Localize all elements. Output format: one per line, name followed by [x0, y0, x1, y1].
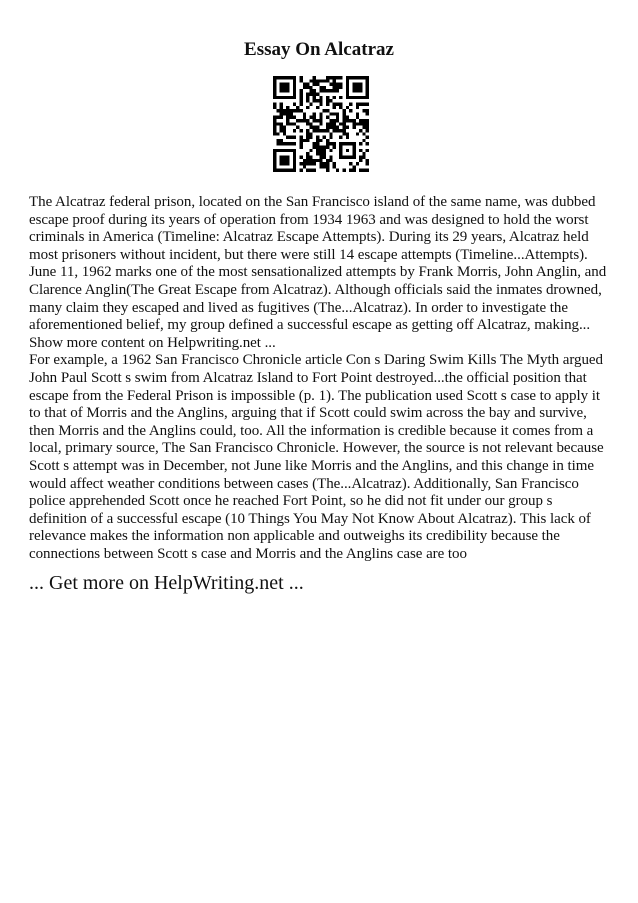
document-title: Essay On Alcatraz: [244, 39, 394, 60]
essay-paragraph-1: The Alcatraz federal prison, located on the San Francisco island of the same name, was dubbed escape proof during its years of operation from 1934 1963 and was designed to hold the worst criminals in America (Timeline: Alcatraz Escape Attempts). During its 29 years, Alcatraz held most prisoners without incident, but there were still 14 escape attempts (Timeline...Attempts). June 11, 1962 marks one of the most sensationalized attempts by Frank Morris, John Anglin, and Clarence Anglin(The Great Escape from Alcatraz). Although officials said the inmates drowned, many claim they escaped and lived as fugitives (The...Alcatraz). In order to investigate the aforementioned belief, my group defined a successful escape as getting off Alcatraz, making... Show more content on Helpwriting.net ...: [29, 194, 607, 351]
qr-code-icon: [273, 76, 369, 172]
get-more-link[interactable]: ... Get more on HelpWriting.net ...: [29, 572, 304, 594]
essay-body: [29, 194, 613, 563]
essay-paragraph-2: For example, a 1962 San Francisco Chronicle article Con s Daring Swim Kills The Myth argued John Paul Scott s swim from Alcatraz Island to Fort Point destroyed...the official position that escape from the Federal Prison is impossible (p. 1). The publication used Scott s case to apply it to that of Morris and the Anglins, arguing that if Scott could swim across the bay and survive, then Morris and the Anglins could, too. All the information is credible because it comes from a local, primary source, The San Francisco Chronicle. However, the source is not relevant because Scott s attempt was in December, not June like Morris and the Anglins, and this change in time would affect weather conditions between cases (The...Alcatraz). Additionally, San Francisco police apprehended Scott once he reached Fort Point, so he did not fit under our group s definition of a successful escape (10 Things You May Not Know About Alcatraz). This lack of relevance makes the information non applicable and outweighs its credibility because the connections between Scott s case and Morris and the Anglins case are too: [29, 352, 604, 562]
